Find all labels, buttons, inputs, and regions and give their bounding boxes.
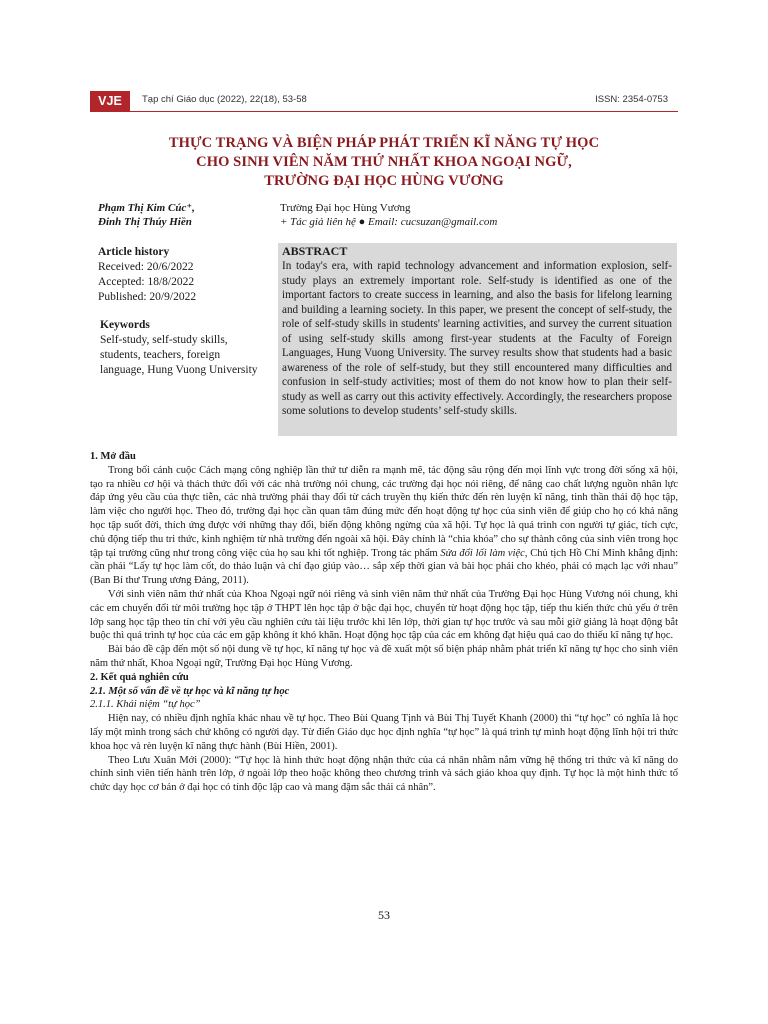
page-number: 53 (378, 908, 390, 922)
section-heading: 1. Mở đầu (90, 451, 136, 462)
journal-citation: Tạp chí Giáo dục (2022), 22(18), 53-58 (142, 94, 307, 105)
author-name: Phạm Thị Kim Cúc⁺, (98, 202, 195, 214)
authors (98, 201, 195, 229)
article-history-heading: Article history (98, 246, 170, 258)
title-line: THỰC TRẠNG VÀ BIỆN PHÁP PHÁT TRIỂN KĨ NĂNG TỰ HỌC (168, 135, 600, 151)
issn: ISSN: 2354-0753 (595, 94, 668, 105)
book-title: Sửa đổi lối làm việc (440, 547, 525, 559)
keywords-heading: Keywords (100, 319, 150, 331)
section-heading: 2. Kết quả nghiên cứu (90, 671, 189, 683)
paragraph: Bài báo đề cập đến một số nội dung về tự học, kĩ năng tự học và đề xuất một số biện pháp nhằm phát triển kĩ năng tự học cho sinh viên năm thứ nhất, Khoa Ngoại ngữ, Trường Đại học Hùng Vương. (90, 644, 678, 669)
vje-logo: VJE (90, 91, 130, 111)
paragraph: Hiện nay, có nhiều định nghĩa khác nhau về tự học. Theo Bùi Quang Tịnh và Bùi Thị Tuyết Khanh (2000) thì “tự học” có nghĩa là học lấy một mình trong sách chứ không có người dạy. Từ điển Giáo dục học định nghĩa “tự học” là quá trình tự mình hoạt động lĩnh hội tri thức khoa học và rèn luyện kĩ năng thực hành (Bùi Hiền, 2001). (90, 713, 678, 752)
journal-header (90, 91, 678, 112)
accepted-date: Accepted: 18/8/2022 (98, 276, 195, 288)
keywords (100, 318, 260, 378)
subsection-heading: 2.1. Một số vấn đề về tự học và kĩ năng tự học (90, 685, 290, 697)
institution: Trường Đại học Hùng Vương (280, 202, 411, 214)
published-date: Published: 20/9/2022 (98, 291, 197, 303)
paragraph-text: Trong bối cảnh cuộc Cách mạng công nghiệp lần thứ tư diễn ra mạnh mẽ, tác động sâu rộng đến mọi lĩnh vực trong đời sống xã hội, tạo ra nhiều cơ hội và thách thức đối với các nhà trường nói chung, các trường đại học nói riêng, để nâng cao chất lượng nguồn nhân lực đáp ứng yêu cầu của thực tiễn, các nhà trường phải thay đổi từ cách truyền thụ kiến thức đến rèn luyện kĩ năng, tinh thần thái độ học tập, làm việc cho người học. Theo đó, trường đại học cần quan tâm đúng mức đến hoạt động tự học của sinh viên để giúp cho họ có khả năng học tập suốt đời, thích ứng được với những thay đổi, biến động không ngừng của xã hội. Tự học là quá trình con người tự giác, tích cực, chủ động tiếp thu tri thức, kinh nghiệm từ nhà trường đến ngoài xã hội. Đây chính là “chìa khóa” cho sự thành công của sinh viên trong học tập tại trường cũng như trong công việc của họ sau khi tốt nghiệp. Trong tác phẩm (90, 464, 678, 559)
paragraph: Theo Lưu Xuân Mới (2000): “Tự học là hình thức hoạt động nhận thức của cá nhân nhằm nắm vững hệ thống tri thức và kĩ năng do chính sinh viên tiến hành trên lớp, ở ngoài lớp theo hoặc không theo chương trình và sách giáo khoa quy định. Tự học là một hình thức tổ chức dạy học cơ bản ở đại học có tính độc lập cao và mang đậm sắc thái cá nhân”. (90, 754, 678, 794)
paragraph (90, 464, 678, 588)
paragraph: Với sinh viên năm thứ nhất của Khoa Ngoại ngữ nói riêng và sinh viên năm thứ nhất của Trường Đại học Hùng Vương nói chung, khi các em chuyển đổi từ môi trường học tập ở THPT lên học tập ở bậc đại học, chuyển từ hoạt động học tập, tiếp thu kiến thức chủ yếu ở trên lớp sang học tập theo tín chỉ với yêu cầu nghiên cứu tài liệu trước khi lên lớp, thời gian tự học trước và sau mỗi giờ giảng là hoạt động bắt buộc thì quá trình tự học của các em gặp không ít khó khăn. Hoạt động học tập của các em không đạt hiệu quả cao do thiếu kĩ năng tự học. (90, 588, 678, 642)
contact-email: + Tác giả liên hệ ● Email: cucsuzan@gmail.com (280, 216, 498, 228)
title-line: TRƯỜNG ĐẠI HỌC HÙNG VƯƠNG (264, 173, 504, 189)
abstract-heading: ABSTRACT (282, 244, 348, 258)
abstract-box (278, 243, 677, 436)
abstract-text: In today's era, with rapid technology advancement and information explosion, self-study plays an extremely important role. Self-study is identified as one of the important factors to create success in learning, and also the basis for lifelong learning and building a learning society. In this paper, we present the concept of self-study, the role of self-study skills in students' learning activities, and survey the current situation of using self-study skills among first-year students at the Faculty of Foreign Languages, Hung Vuong University. The survey results show that students had a basic awareness of the role of self-study, but they still encountered many difficulties and confusion in self-study activities; most of them do not know how to plan their self-study as well as carry out this activity effectively. Accordingly, the researchers propose some solutions to develop students’ self-study skills. (282, 260, 672, 417)
subsubsection-heading: 2.1.1. Khái niệm “tự học” (90, 699, 201, 711)
body-text (90, 450, 678, 795)
title-line: CHO SINH VIÊN NĂM THỨ NHẤT KHOA NGOẠI NGỮ, (196, 154, 572, 170)
article-history (98, 245, 196, 305)
affiliation (280, 201, 497, 229)
paragraph-text: , Chủ tịch Hồ Chí Minh khẳng định: cần phải “Lấy tự học làm cốt, do thảo luận và chỉ đạo giúp vào… sắp xếp thời gian và bài học phải cho khéo, phải có mạch lạc với nhau” (Ban Bí thư Trung ương Đảng, 2011). (90, 547, 678, 587)
received-date: Received: 20/6/2022 (98, 261, 194, 273)
author-name: Đinh Thị Thúy Hiền (98, 216, 192, 228)
paper-title (90, 134, 678, 191)
keywords-text: Self-study, self-study skills, students, teachers, foreign language, Hung Vuong University (100, 334, 258, 376)
